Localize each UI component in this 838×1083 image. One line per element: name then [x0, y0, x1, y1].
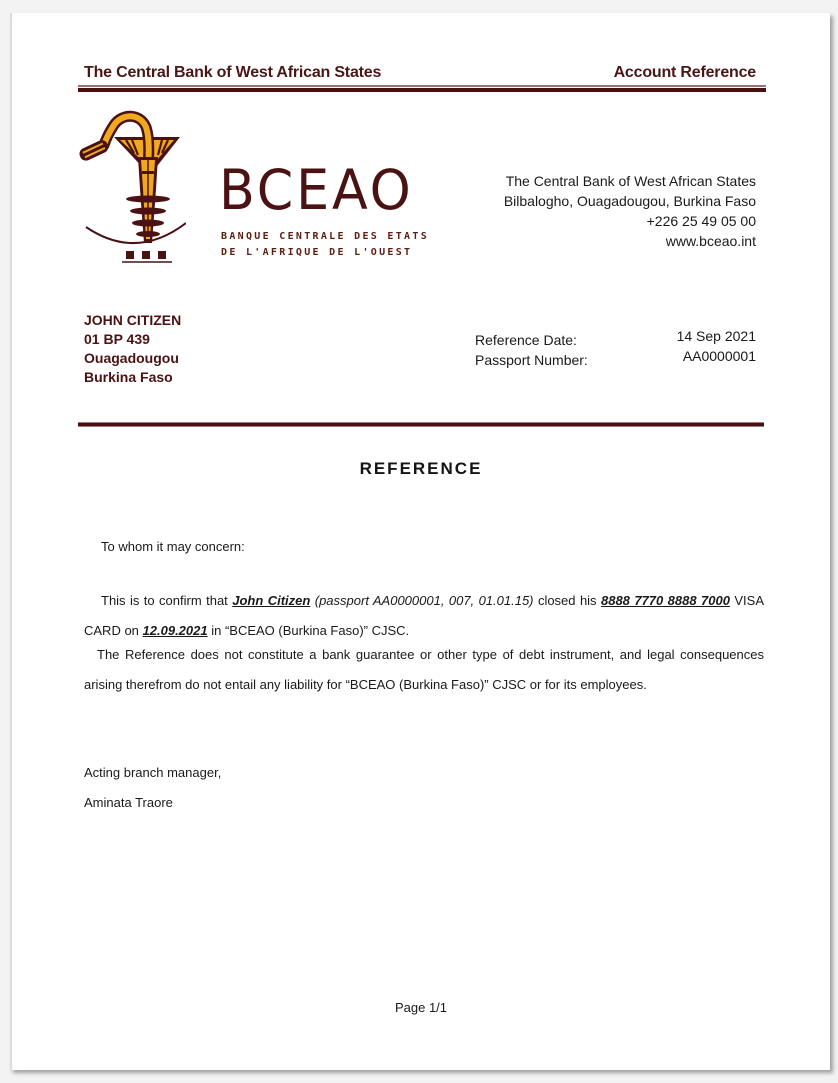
signoff-name: Aminata Traore	[84, 795, 173, 810]
passport-number-value: AA0000001	[682, 348, 756, 364]
logo-subline-2: DE L'AFRIQUE DE L'OUEST	[221, 247, 413, 258]
close-date: 12.09.2021	[142, 623, 208, 638]
document-title: REFERENCE	[359, 459, 483, 478]
header-rule-thin	[78, 85, 766, 87]
disclaimer-paragraph	[84, 640, 764, 700]
confirmation-paragraph	[84, 586, 764, 646]
recipient-po-box: 01 BP 439	[84, 331, 150, 347]
reference-info-labels	[475, 330, 588, 370]
section-divider	[78, 422, 764, 427]
recipient-name: JOHN CITIZEN	[84, 312, 182, 328]
bank-address-street: Bilbalogho, Ouagadougou, Burkina Faso	[503, 193, 756, 209]
signoff-title: Acting branch manager,	[84, 765, 222, 780]
header-bank-name: The Central Bank of West African States	[84, 64, 382, 81]
bank-address-phone: +226 25 49 05 00	[646, 213, 756, 229]
holder-name: John Citizen	[232, 593, 311, 608]
document-page	[10, 13, 830, 1070]
logo-wordmark: BCEAO	[219, 158, 414, 222]
greeting: To whom it may concern:	[101, 539, 245, 554]
bank-address	[504, 171, 756, 251]
recipient-address	[84, 311, 181, 387]
header-document-type: Account Reference	[613, 64, 756, 81]
card-number: 8888 7770 8888 7000	[600, 593, 730, 608]
page-number: Page 1/1	[394, 1000, 448, 1015]
reference-info-values	[677, 326, 756, 366]
para1-prefix: This is to confirm that	[101, 593, 233, 608]
card-type: VISA CARD on	[84, 593, 764, 638]
passport-details: (passport AA0000001, 007, 01.01.15)	[310, 593, 534, 608]
reference-date-label: Reference Date:	[475, 332, 577, 348]
header-rule-thick	[78, 88, 766, 92]
para1-suffix: in “BCEAO (Burkina Faso)” CJSC.	[207, 623, 410, 638]
reference-date-value: 14 Sep 2021	[676, 328, 756, 344]
disclaimer-text: The Reference does not constitute a bank guarantee or other type of debt instrument, and legal consequences arising therefrom do not entail any liability for “BCEAO (Burkina Faso)” CJSC or for its employees.	[84, 647, 764, 692]
recipient-country: Burkina Faso	[84, 369, 173, 385]
signoff	[84, 758, 221, 818]
passport-number-label: Passport Number:	[475, 352, 588, 368]
para1-mid: closed his	[533, 593, 601, 608]
recipient-city: Ouagadougou	[84, 350, 179, 366]
bank-address-website: www.bceao.int	[665, 233, 756, 249]
logo-subline-1: BANQUE CENTRALE DES ETATS	[221, 231, 430, 242]
bceao-emblem-icon	[76, 105, 186, 265]
bank-address-name: The Central Bank of West African States	[505, 173, 756, 189]
